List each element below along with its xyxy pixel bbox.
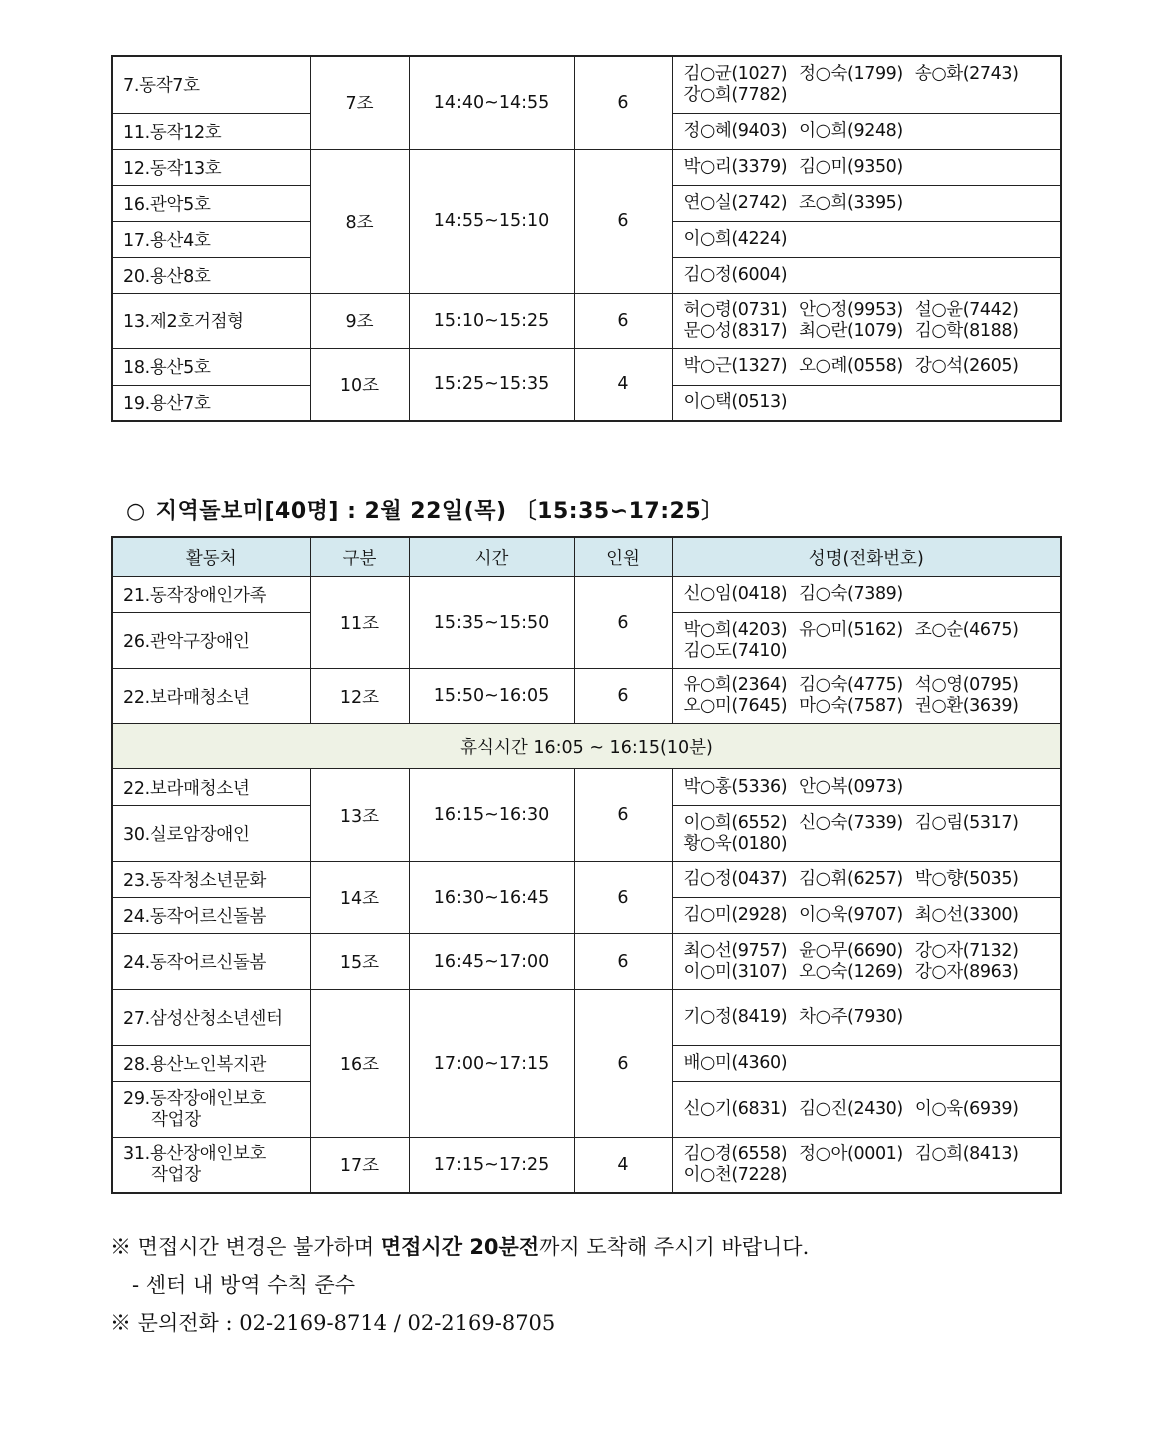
header-place: 활동처 — [112, 537, 310, 577]
place-cell: 24.동작어르신돌봄 — [112, 898, 310, 934]
group-cell: 10조 — [310, 348, 409, 421]
note-text: 까지 도착해 주시기 바랍니다. — [539, 1235, 810, 1259]
header-names: 성명(전화번호) — [672, 537, 1061, 577]
names-cell — [672, 613, 1061, 669]
person-entry: 신○숙(7339) — [799, 812, 903, 833]
names-cell — [672, 990, 1061, 1046]
table-row — [112, 149, 1061, 185]
time-cell: 17:00~17:15 — [409, 990, 574, 1138]
person-entry: 문○성(8317) — [683, 320, 788, 341]
place-line: 31.용산장애인보호 — [123, 1143, 267, 1164]
place-cell: 27.삼성산청소년센터 — [112, 990, 310, 1046]
person-entry: 마○숙(7587) — [799, 696, 903, 716]
place-cell: 21.동작장애인가족 — [112, 577, 310, 613]
person-entry: 김○진(2430) — [799, 1099, 903, 1119]
count-cell: 6 — [574, 990, 672, 1138]
person-entry: 최○선(9757) — [683, 940, 788, 961]
names-cell — [672, 149, 1061, 185]
names-cell — [672, 934, 1061, 990]
table-row — [112, 769, 1061, 806]
group-cell: 12조 — [310, 669, 409, 724]
person-entry: 신○임(0418) — [683, 584, 788, 604]
place-cell: 30.실로암장애인 — [112, 806, 310, 862]
names-cell — [672, 185, 1061, 221]
section-title-text: 지역돌보미[40명] : 2월 22일(목) 〔15:35∽17:25〕 — [155, 499, 724, 524]
person-entry: 김○휘(6257) — [799, 869, 903, 889]
time-cell: 17:15~17:25 — [409, 1138, 574, 1193]
person-entry: 신○기(6831) — [683, 1099, 788, 1119]
person-entry: 김○균(1027) — [683, 63, 788, 84]
names-cell — [672, 257, 1061, 293]
group-cell: 9조 — [310, 293, 409, 348]
count-cell: 4 — [574, 348, 672, 421]
person-entry: 안○정(9953) — [799, 299, 903, 320]
names-cell — [672, 385, 1061, 421]
person-entry: 김○림(5317) — [914, 812, 1019, 833]
names-cell — [672, 1046, 1061, 1082]
person-entry: 기○정(8419) — [683, 1007, 788, 1027]
place-cell: 24.동작어르신돌봄 — [112, 934, 310, 990]
person-entry: 최○선(3300) — [914, 905, 1019, 925]
table-row — [112, 934, 1061, 990]
person-entry: 김○정(0437) — [683, 869, 788, 889]
place-cell — [112, 1082, 310, 1138]
group-cell: 8조 — [310, 149, 409, 293]
person-entry: 설○윤(7442) — [914, 299, 1019, 320]
table-row — [112, 862, 1061, 898]
person-entry: 유○미(5162) — [799, 619, 903, 640]
person-entry: 강○자(8963) — [914, 961, 1019, 982]
person-entry: 박○근(1327) — [683, 356, 788, 376]
place-cell: 20.용산8호 — [112, 257, 310, 293]
place-cell: 23.동작청소년문화 — [112, 862, 310, 898]
note-arrival — [110, 1228, 809, 1266]
time-cell: 15:10~15:25 — [409, 293, 574, 348]
person-entry: 박○리(3379) — [683, 156, 788, 177]
person-entry: 조○희(3395) — [799, 192, 903, 213]
person-entry: 이○택(0513) — [683, 392, 788, 413]
circle-bullet-icon: ○ — [126, 499, 146, 524]
place-cell: 28.용산노인복지관 — [112, 1046, 310, 1082]
person-entry: 정○아(0001) — [799, 1143, 903, 1164]
count-cell: 6 — [574, 934, 672, 990]
names-cell — [672, 113, 1061, 149]
count-cell: 4 — [574, 1138, 672, 1193]
person-entry: 오○미(7645) — [683, 696, 788, 716]
person-entry: 황○욱(0180) — [683, 833, 788, 854]
count-cell: 6 — [574, 149, 672, 293]
person-entry: 김○정(6004) — [683, 264, 788, 285]
count-cell: 6 — [574, 56, 672, 149]
break-time-text: 휴식시간 16:05 ~ 16:15(10분) — [112, 724, 1061, 769]
person-entry: 권○환(3639) — [914, 696, 1019, 716]
count-cell: 6 — [574, 669, 672, 724]
names-cell — [672, 577, 1061, 613]
note-emphasis: 면접시간 20분전 — [380, 1235, 540, 1259]
person-entry: 박○희(4203) — [683, 619, 788, 640]
section-title — [126, 494, 724, 525]
person-entry: 김○희(8413) — [914, 1143, 1019, 1164]
place-cell: 11.동작12호 — [112, 113, 310, 149]
place-cell: 22.보라매청소년 — [112, 769, 310, 806]
names-cell — [672, 769, 1061, 806]
table-row — [112, 990, 1061, 1046]
person-entry: 연○실(2742) — [683, 192, 788, 213]
person-entry: 강○자(7132) — [914, 940, 1019, 961]
note-contact-phone: ※ 문의전화 : 02-2169-8714 / 02-2169-8705 — [110, 1311, 556, 1335]
person-entry: 이○욱(6939) — [914, 1099, 1019, 1119]
person-entry: 김○학(8188) — [914, 320, 1019, 341]
schedule-table-community-care — [111, 536, 1062, 1194]
time-cell: 15:25~15:35 — [409, 348, 574, 421]
person-entry: 배○미(4360) — [683, 1053, 788, 1073]
table-row — [112, 348, 1061, 385]
person-entry: 송○화(2743) — [914, 63, 1019, 84]
person-entry: 김○미(2928) — [683, 905, 788, 925]
person-entry: 허○령(0731) — [683, 299, 788, 320]
person-entry: 김○도(7410) — [683, 640, 788, 661]
note-text: ※ 면접시간 변경은 불가하며 — [110, 1235, 381, 1259]
table-row — [112, 56, 1061, 113]
place-cell: 13.제2호거점형 — [112, 293, 310, 348]
place-cell: 18.용산5호 — [112, 348, 310, 385]
person-entry: 최○란(1079) — [799, 320, 903, 341]
break-row — [112, 724, 1061, 769]
place-cell: 22.보라매청소년 — [112, 669, 310, 724]
place-cell — [112, 1138, 310, 1193]
names-cell — [672, 1082, 1061, 1138]
time-cell: 15:35~15:50 — [409, 577, 574, 669]
table-row — [112, 669, 1061, 724]
person-entry: 김○숙(7389) — [799, 584, 903, 604]
time-cell: 16:45~17:00 — [409, 934, 574, 990]
time-cell: 15:50~16:05 — [409, 669, 574, 724]
group-cell: 15조 — [310, 934, 409, 990]
person-entry: 정○혜(9403) — [683, 120, 788, 141]
table-row — [112, 577, 1061, 613]
names-cell — [672, 862, 1061, 898]
schedule-table-continued — [111, 55, 1062, 422]
names-cell — [672, 898, 1061, 934]
names-cell — [672, 293, 1061, 348]
group-cell: 17조 — [310, 1138, 409, 1193]
person-entry: 조○순(4675) — [914, 619, 1019, 640]
names-cell — [672, 669, 1061, 724]
group-cell: 11조 — [310, 577, 409, 669]
time-cell: 14:40~14:55 — [409, 56, 574, 149]
table-row — [112, 293, 1061, 348]
group-cell: 16조 — [310, 990, 409, 1138]
time-cell: 16:15~16:30 — [409, 769, 574, 862]
person-entry: 박○홍(5336) — [683, 776, 788, 797]
count-cell: 6 — [574, 577, 672, 669]
person-entry: 강○석(2605) — [914, 356, 1019, 376]
names-cell — [672, 56, 1061, 113]
header-group: 구분 — [310, 537, 409, 577]
person-entry: 오○례(0558) — [799, 356, 903, 376]
count-cell: 6 — [574, 769, 672, 862]
note-quarantine: - 센터 내 방역 수칙 준수 — [132, 1273, 356, 1297]
person-entry: 차○주(7930) — [799, 1007, 903, 1027]
person-entry: 이○희(6552) — [683, 812, 788, 833]
person-entry: 윤○무(6690) — [799, 940, 903, 961]
place-cell: 26.관악구장애인 — [112, 613, 310, 669]
person-entry: 이○천(7228) — [683, 1164, 788, 1185]
table-row — [112, 1138, 1061, 1193]
person-entry: 이○희(4224) — [683, 228, 788, 249]
header-time: 시간 — [409, 537, 574, 577]
person-entry: 이○희(9248) — [799, 120, 903, 141]
person-entry: 안○복(0973) — [799, 776, 903, 797]
place-cell: 16.관악5호 — [112, 185, 310, 221]
place-line: 29.동작장애인보호 — [123, 1088, 267, 1109]
person-entry: 강○희(7782) — [683, 84, 788, 105]
place-cell: 7.동작7호 — [112, 56, 310, 113]
person-entry: 박○향(5035) — [914, 869, 1019, 889]
names-cell — [672, 348, 1061, 385]
person-entry: 이○욱(9707) — [799, 905, 903, 925]
group-cell: 14조 — [310, 862, 409, 934]
person-entry: 이○미(3107) — [683, 961, 788, 982]
header-count: 인원 — [574, 537, 672, 577]
person-entry: 오○숙(1269) — [799, 961, 903, 982]
notes-section — [110, 1228, 809, 1342]
person-entry: 정○숙(1799) — [799, 63, 903, 84]
time-cell: 16:30~16:45 — [409, 862, 574, 934]
time-cell: 14:55~15:10 — [409, 149, 574, 293]
person-entry: 김○숙(4775) — [799, 675, 903, 695]
person-entry: 석○영(0795) — [914, 675, 1019, 695]
names-cell — [672, 1138, 1061, 1193]
count-cell: 6 — [574, 293, 672, 348]
place-line: 작업장 — [151, 1164, 201, 1185]
names-cell — [672, 806, 1061, 862]
place-cell: 12.동작13호 — [112, 149, 310, 185]
group-cell: 13조 — [310, 769, 409, 862]
group-cell: 7조 — [310, 56, 409, 149]
person-entry: 유○희(2364) — [683, 675, 788, 695]
names-cell — [672, 221, 1061, 257]
place-cell: 19.용산7호 — [112, 385, 310, 421]
person-entry: 김○미(9350) — [799, 156, 903, 177]
person-entry: 김○경(6558) — [683, 1143, 788, 1164]
place-line: 작업장 — [151, 1109, 201, 1130]
table-header-row — [112, 537, 1061, 577]
count-cell: 6 — [574, 862, 672, 934]
place-cell: 17.용산4호 — [112, 221, 310, 257]
